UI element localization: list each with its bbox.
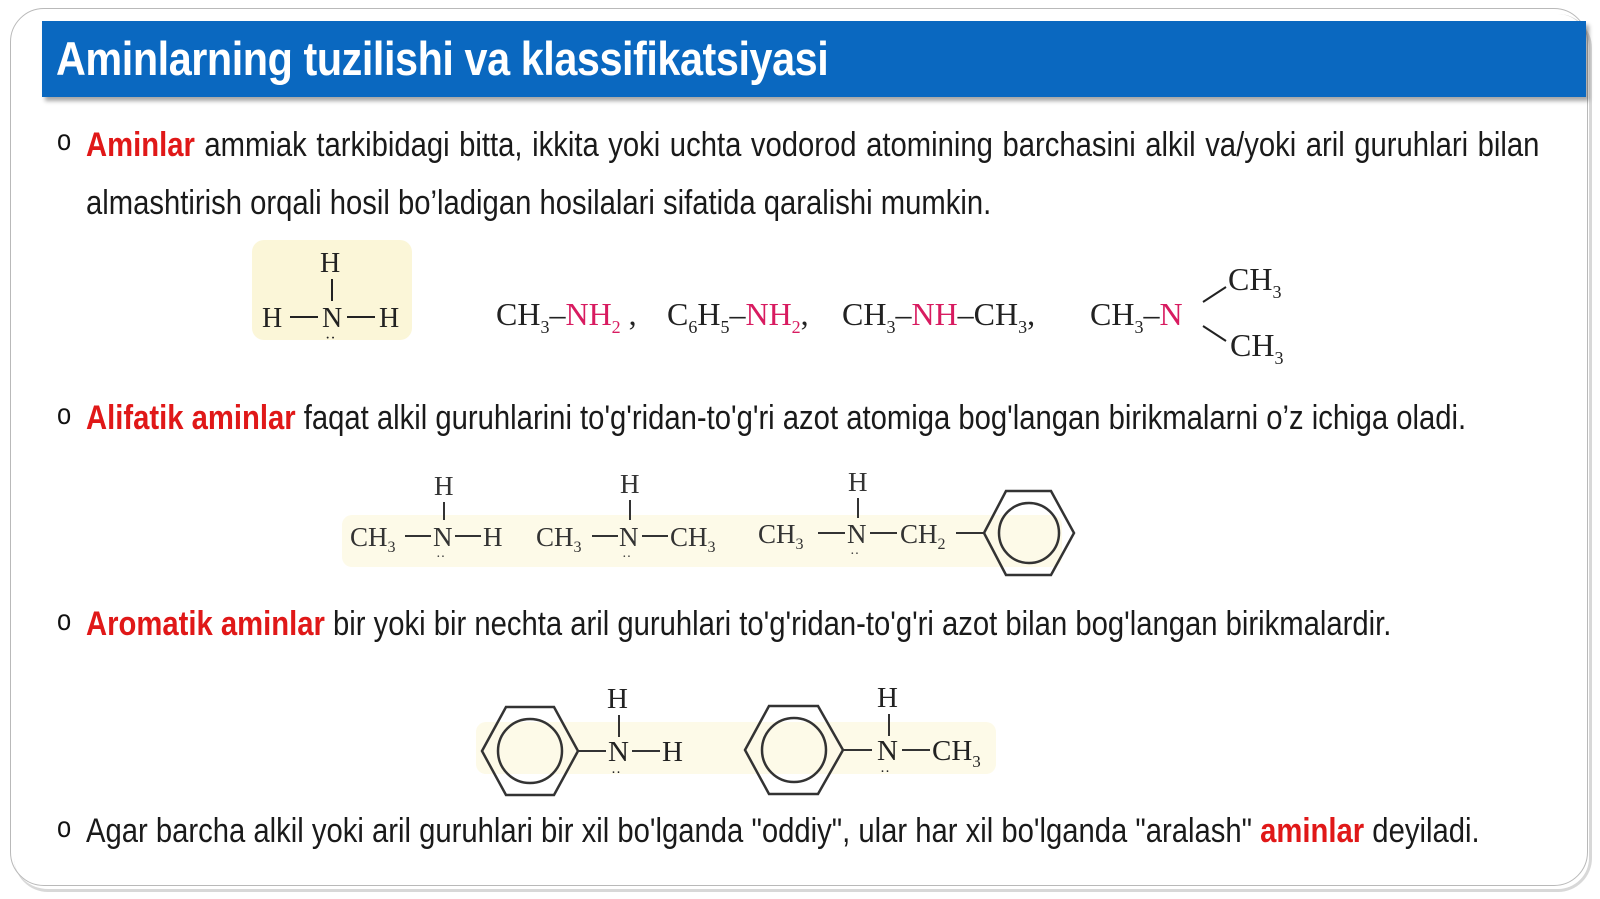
ammonia-lone-pair: ·· <box>325 330 336 347</box>
ammonia-top-h: H <box>320 248 341 279</box>
paragraph-aminlar-line2: almashtirish orqali hosil bo’ladigan hosilalari sifatida qaralishi mumkin. <box>86 184 992 222</box>
bullet-marker: o <box>57 811 72 844</box>
aniline-formula: $C_6H_5-NH_2$, <box>667 296 809 337</box>
slide-title: Aminlarning tuzilishi va klassifikatsiyasi <box>56 32 829 85</box>
dimethylamine-ch3-right: $CH_3$ <box>670 522 716 556</box>
aniline-h-top: H <box>607 683 628 715</box>
aniline-n: N <box>608 736 629 768</box>
n-methylaniline-n: N <box>877 735 898 767</box>
aromatic-amines-row <box>476 682 996 795</box>
ammonia-right-h: H <box>379 303 400 334</box>
paragraph-aminlar-text: ammiak tarkibidagi bitta, ikkita yoki uchta vodorod atomining barchasini alkil va/yoki aril guruhlari bilan <box>194 126 1540 164</box>
dimethylamine-ch3-left: $CH_3$ <box>536 522 582 556</box>
paragraph-aromatik-text: bir yoki bir nechta aril guruhlari to'g'ridan-to'g'ri azot bilan bog'langan birikmalardir. <box>324 605 1392 643</box>
dimethylamine-n: N <box>619 522 639 552</box>
methylamine-h-top: H <box>434 471 454 501</box>
term-aromatik: Aromatik aminlar <box>86 605 325 643</box>
ammonia-structure <box>252 240 412 347</box>
aniline-h-right: H <box>662 736 683 768</box>
benzylamine-ch3: $CH_3$ <box>758 519 804 553</box>
n-methylaniline-lone-pair: ·· <box>880 764 890 780</box>
trimethylamine-lower-bond <box>1203 326 1226 341</box>
benzylamine-lone-pair: ·· <box>850 547 860 562</box>
bullet-marker: o <box>57 124 72 157</box>
methylamine-h-right: H <box>483 522 503 552</box>
ammonia-n: N <box>322 303 343 334</box>
methylamine-formula: $CH_3-NH_2$ , <box>496 296 637 337</box>
paragraph-oddiy-end: deyiladi. <box>1364 812 1480 850</box>
benzylamine-h-top: H <box>848 467 868 497</box>
dimethylamine-lone-pair: ·· <box>622 550 632 565</box>
n-methylaniline-h-top: H <box>877 682 898 714</box>
benzylamine-ch2: $CH_2$ <box>900 519 946 553</box>
dimethylamine-formula: $CH_3-NH-CH_3$, <box>842 296 1036 337</box>
trimethylamine-formula: $CH_3-N$ <box>1090 296 1183 337</box>
term-alifatik: Alifatik aminlar <box>86 399 296 437</box>
paragraph-alifatik-text: faqat alkil guruhlarini to'g'ridan-to'g'ri azot atomiga bog'langan birikmalarni o’z ichiga oladi. <box>295 399 1467 437</box>
aliphatic-amines-row <box>342 467 1074 575</box>
methylamine-lone-pair: ·· <box>436 550 446 565</box>
n-methylaniline-ch3: $CH_3$ <box>932 735 981 771</box>
trimethylamine-upper-bond <box>1203 287 1226 302</box>
benzylamine-n: N <box>847 519 867 549</box>
methylamine-n: N <box>433 522 453 552</box>
bullet-marker: o <box>57 398 72 431</box>
bullet-marker: o <box>57 604 72 637</box>
ammonia-left-h: H <box>262 303 283 334</box>
term-aminlar: Aminlar <box>86 126 195 164</box>
paragraph-oddiy-text: Agar barcha alkil yoki aril guruhlari bir xil bo'lganda "oddiy", ular har xil bo'lganda "aralash" <box>86 812 1261 850</box>
methylamine-ch3: $CH_3$ <box>350 522 396 556</box>
term-aminlar-2: aminlar <box>1260 812 1365 850</box>
aniline-lone-pair: ·· <box>611 765 621 781</box>
trimethylamine-upper-ch3: $CH_3$ <box>1228 261 1282 302</box>
trimethylamine-lower-ch3: $CH_3$ <box>1230 327 1284 368</box>
simple-amines-row <box>496 261 1283 368</box>
dimethylamine-h-top: H <box>620 469 640 499</box>
